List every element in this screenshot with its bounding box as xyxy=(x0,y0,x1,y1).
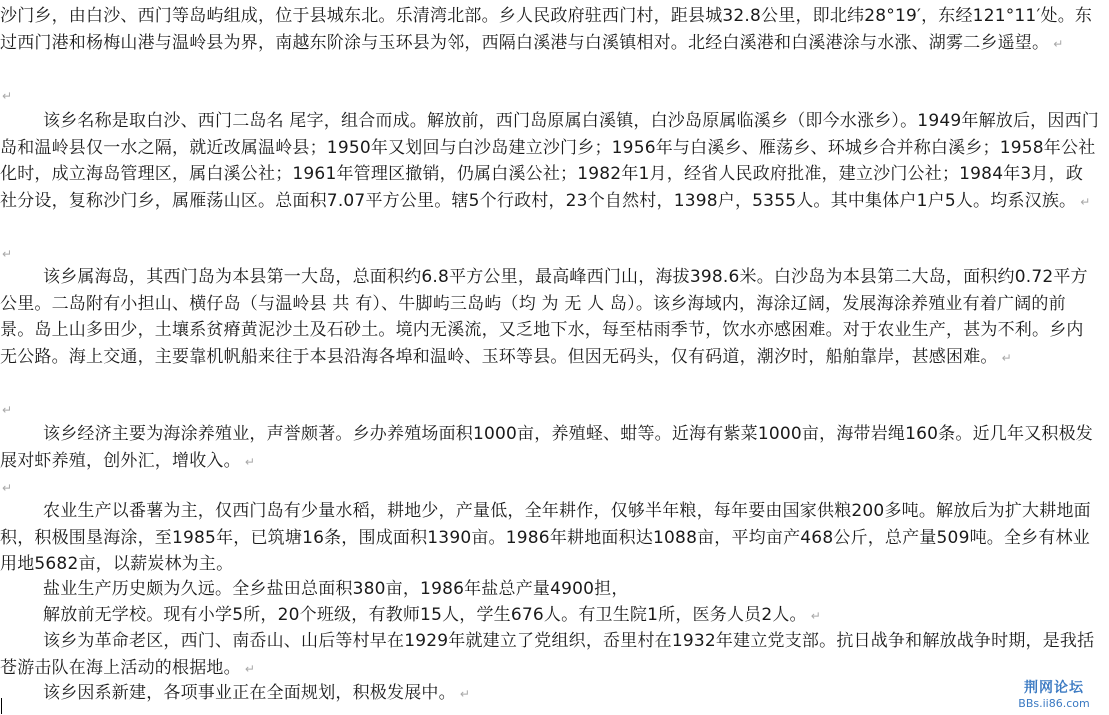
text-cursor xyxy=(1,698,2,714)
watermark-title: 荆网论坛 xyxy=(1024,680,1084,696)
paragraph-location xyxy=(0,3,1100,57)
paragraph-text: 该乡名称是取白沙、西门二岛名 尾字，组合而成。解放前，西门岛原属白溪镇，白沙岛原属临溪乡（即今水涨乡）。1949年解放后，因西门岛和温岭县仅一水之隔，就近改属温岭县；1950年又划回与白沙岛建立沙门乡；1956年与白溪乡、雁荡乡、环城乡合并称白溪乡；1958年公社化时，成立海岛管理区，属白溪公社；1961年管理区撤销，仍属白溪公社；1982年1月，经省人民政府批准，建立沙门公社；1984年3月，政社分设，复称沙门乡，属雁荡山区。总面积7.07平方公里。辖5个行政村，23个自然村，1398户，5355人。其中集体户1户5人。均系汉族。 xyxy=(0,111,1099,211)
paragraph-development xyxy=(0,680,1100,708)
paragraph-geography xyxy=(0,264,1100,371)
paragraph-text: 解放前无学校。现有小学5所，20个班级，有教师15人，学生676人。有卫生院1所，医务人员2人。 xyxy=(43,605,807,625)
paragraph-name-history xyxy=(0,108,1100,215)
paragraph-mark-icon: ↵ xyxy=(244,454,256,469)
paragraph-revolution xyxy=(0,628,1100,682)
empty-line-mark-icon: ↵ xyxy=(2,89,13,103)
empty-line-mark-icon: ↵ xyxy=(2,481,13,495)
paragraph-text: 农业生产以番薯为主，仅西门岛有少量水稻，耕地少，产量低，全年耕作，仅够半年粮，每年要由国家供粮200多吨。解放后为扩大耕地面积，积极围垦海涂，至1985年，已筑塘16条，围成面积1390亩。1986年耕地面积达1088亩，平均亩产468公斤，总产量509吨。全乡有林业用地5682亩，以薪炭林为主。 xyxy=(0,501,1091,574)
paragraph-text: 该乡为革命老区，西门、南岙山、山后等村早在1929年就建立了党组织，岙里村在1932年建立党支部。抗日战争和解放战争时期，是我括苍游击队在海上活动的根据地。 xyxy=(0,631,1095,678)
empty-line-mark-icon: ↵ xyxy=(2,247,13,261)
forum-watermark xyxy=(1009,679,1099,711)
paragraph-mark-icon: ↵ xyxy=(1080,194,1091,209)
watermark-url: BBs.ii86.com xyxy=(1018,697,1090,710)
paragraph-mark-icon: ↵ xyxy=(459,687,471,701)
paragraph-economy xyxy=(0,421,1100,475)
paragraph-text: 沙门乡，由白沙、西门等岛屿组成，位于县城东北。乐清湾北部。乡人民政府驻西门村，距县城32.8公里，即北纬28°19′，东经121°11′处。东过西门港和杨梅山港与温岭县为界，南越东阶涂与玉环县为邻，西隔白溪港与白溪镇相对。北经白溪港和白溪港涂与水涨、湖雾二乡遥望。 xyxy=(0,6,1093,53)
paragraph-salt-industry xyxy=(0,576,1100,603)
paragraph-agriculture xyxy=(0,498,1100,578)
paragraph-mark-icon: ↵ xyxy=(1053,36,1064,51)
paragraph-text: 该乡经济主要为海涂养殖业，声誉颇著。乡办养殖场面积1000亩，养殖蛏、蚶等。近海有紫菜1000亩，海带岩绳160条。近几年又积极发展对虾养殖，创外汇，增收入。 xyxy=(0,424,1093,471)
paragraph-mark-icon: ↵ xyxy=(810,609,822,623)
paragraph-education xyxy=(0,602,1100,630)
paragraph-text: 该乡因系新建，各项事业正在全面规划，积极发展中。 xyxy=(43,683,456,703)
paragraph-text: 该乡属海岛，其西门岛为本县第一大岛，总面积约6.8平方公里，最高峰西门山，海拔398.6米。白沙岛为本县第二大岛，面积约0.72平方公里。二岛附有小担山、横仔岛（与温岭县 共 有）、牛脚屿三岛屿（均 为 无 人 岛）。该乡海域内，海涂辽阔，发展海涂养殖业有着广阔的前景。岛上山多田少，土壤系贫瘠黄泥沙土及石砂土。境内无溪流，又乏地下水，每至枯雨季节，饮水亦感困难。对于农业生产，甚为不利。乡内无公路。海上交通，主要靠机帆船来往于本县沿海各埠和温岭、玉环等县。但因无码头，仅有码道，潮汐时，船舶靠岸，甚感困难。 xyxy=(0,267,1088,367)
paragraph-mark-icon: ↵ xyxy=(244,661,256,676)
paragraph-text: 盐业生产历史颇为久远。全乡盐田总面积380亩，1986年盐总产量4900担， xyxy=(43,579,629,599)
empty-line-mark-icon: ↵ xyxy=(2,403,13,417)
paragraph-mark-icon: ↵ xyxy=(1001,350,1012,365)
